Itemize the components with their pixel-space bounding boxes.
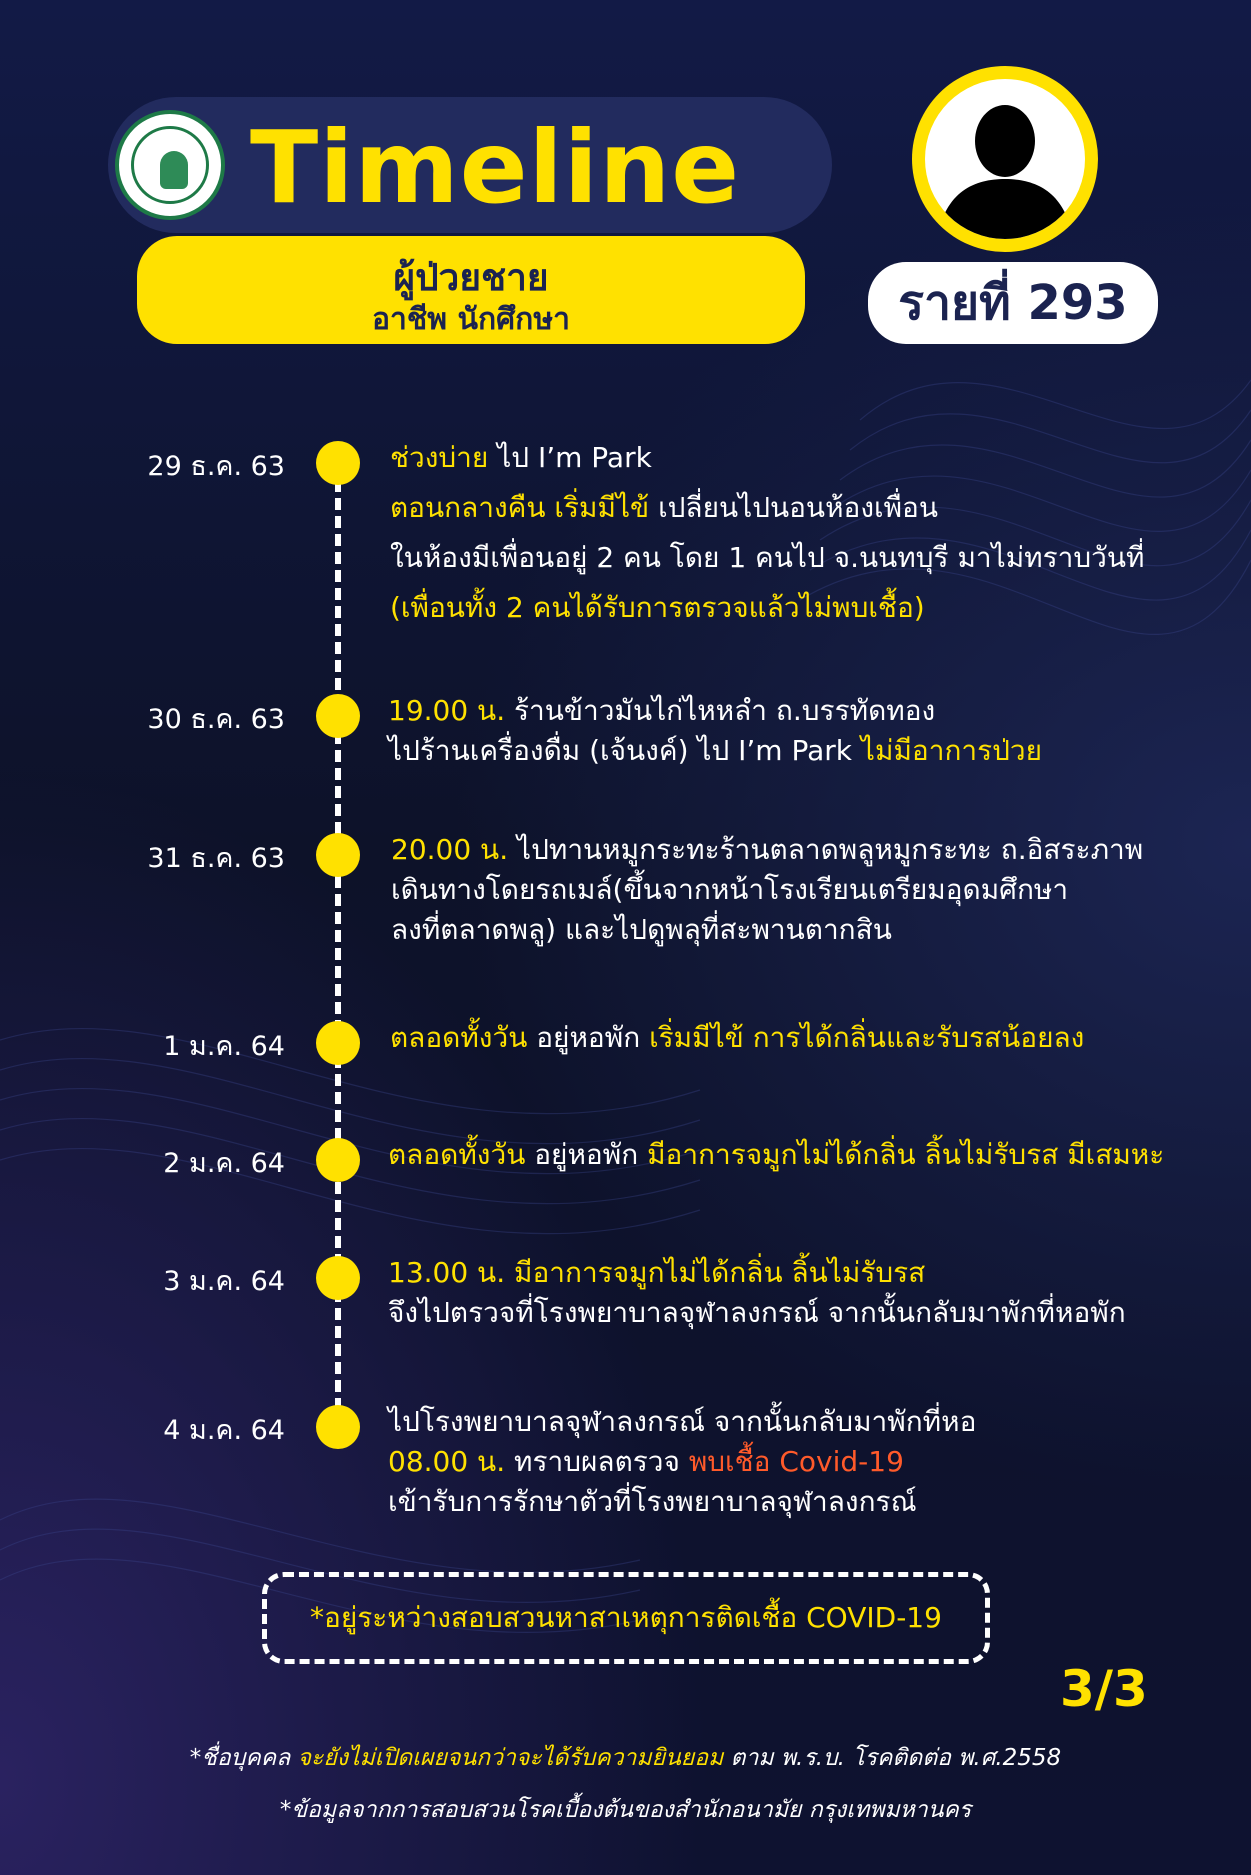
timeline-segment: ลงที่ตลาดพลู) และไปดูพลุที่สะพานตากสิน bbox=[391, 913, 892, 946]
source-footnote: *ข้อมูลจากการสอบสวนโรคเบื้องต้นของสำนักอนามัย กรุงเทพมหานคร bbox=[279, 1797, 972, 1823]
timeline-segment: เริ่มมีไข้ การได้กลิ่นและรับรสน้อยลง bbox=[649, 1021, 1085, 1054]
timeline-segment: (เพื่อนทั้ง 2 คนได้รับการตรวจแล้วไม่พบเชื้อ) bbox=[390, 591, 925, 624]
timeline-entry-text bbox=[390, 1018, 1084, 1058]
timeline-segment: พบเชื้อ Covid-19 bbox=[688, 1445, 904, 1478]
timeline-segment: เข้ารับการรักษาตัวที่โรงพยาบาลจุฬาลงกรณ์ bbox=[388, 1485, 917, 1518]
timeline-line bbox=[390, 538, 1144, 578]
timeline-date: 30 ธ.ค. 63 bbox=[147, 704, 285, 735]
timeline-entry-text bbox=[388, 1253, 1126, 1333]
privacy-highlight: จะยังไม่เปิดเผยจนกว่าจะได้รับความยินยอม bbox=[297, 1745, 724, 1771]
timeline-segment: ไป I’m Park bbox=[488, 441, 652, 474]
timeline-entry-text bbox=[390, 438, 1144, 638]
timeline-segment: ตลอดทั้งวัน bbox=[390, 1021, 528, 1054]
timeline-segment: ช่วงบ่าย bbox=[390, 441, 489, 474]
timeline-dot bbox=[316, 1021, 360, 1065]
timeline-date: 4 ม.ค. 64 bbox=[163, 1415, 285, 1446]
timeline-line bbox=[388, 1402, 976, 1442]
timeline-date: 3 ม.ค. 64 bbox=[163, 1266, 285, 1297]
page-title: Timeline bbox=[250, 109, 741, 226]
timeline-segment: ไปทานหมูกระทะร้านตลาดพลูหมูกระทะ ถ.อิสระภาพ bbox=[508, 833, 1144, 866]
timeline-dot bbox=[316, 694, 360, 738]
patient-gender: ผู้ป่วยชาย bbox=[393, 256, 549, 299]
timeline-entry-text bbox=[388, 1135, 1164, 1175]
timeline-segment: ตอนกลางคืน เริ่มมีไข้ bbox=[390, 491, 650, 524]
timeline-line bbox=[391, 870, 1143, 910]
timeline-line bbox=[391, 830, 1143, 870]
timeline-segment: เดินทางโดยรถเมล์(ขึ้นจากหน้าโรงเรียนเตรียมอุดมศึกษา bbox=[391, 873, 1069, 906]
timeline-segment: จึงไปตรวจที่โรงพยาบาลจุฬาลงกรณ์ จากนั้นกลับมาพักที่หอพัก bbox=[388, 1296, 1126, 1329]
timeline-date: 29 ธ.ค. 63 bbox=[147, 451, 285, 482]
investigation-note: *อยู่ระหว่างสอบสวนหาสาเหตุการติดเชื้อ COVID-19 bbox=[262, 1572, 990, 1664]
timeline-line bbox=[390, 488, 1144, 528]
timeline-segment: 19.00 น. bbox=[388, 694, 506, 727]
timeline-segment: ในห้องมีเพื่อนอยู่ 2 คน โดย 1 คนไป จ.นนทบุรี มาไม่ทราบวันที่ bbox=[390, 541, 1145, 574]
case-number-badge: รายที่ 293 bbox=[868, 262, 1158, 344]
privacy-suffix: ตาม พ.ร.บ. โรคติดต่อ พ.ศ.2558 bbox=[723, 1745, 1062, 1771]
timeline-line bbox=[390, 438, 1144, 478]
privacy-footnote bbox=[0, 1740, 1251, 1776]
timeline-segment: ไปโรงพยาบาลจุฬาลงกรณ์ จากนั้นกลับมาพักที่หอ bbox=[388, 1405, 977, 1438]
timeline-segment: มีอาการจมูกไม่ได้กลิ่น ลิ้นไม่รับรส มีเสมหะ bbox=[647, 1138, 1165, 1171]
patient-occupation: อาชีพ นักศึกษา bbox=[372, 302, 570, 337]
timeline-dot bbox=[316, 833, 360, 877]
timeline-dot bbox=[316, 1405, 360, 1449]
bangkok-city-seal-icon bbox=[115, 110, 225, 220]
timeline-dot bbox=[316, 1138, 360, 1182]
timeline-segment: 08.00 น. bbox=[388, 1445, 506, 1478]
timeline-segment: 13.00 น. มีอาการจมูกไม่ได้กลิ่น ลิ้นไม่รับรส bbox=[388, 1256, 926, 1289]
timeline-entry-text bbox=[388, 691, 1042, 771]
person-silhouette-icon bbox=[912, 66, 1098, 252]
page-indicator: 3/3 bbox=[1060, 1660, 1148, 1718]
timeline-segment: ไม่มีอาการป่วย bbox=[860, 734, 1043, 767]
timeline-line bbox=[388, 691, 1042, 731]
timeline-segment: อยู่หอพัก bbox=[525, 1138, 648, 1171]
timeline-segment: 20.00 น. bbox=[391, 833, 509, 866]
timeline-segment: ทราบผลตรวจ bbox=[505, 1445, 689, 1478]
privacy-prefix: *ชื่อบุคคล bbox=[189, 1745, 298, 1771]
timeline-segment: ไปร้านเครื่องดื่ม (เจ้นงค์) ไป I’m Park bbox=[388, 734, 861, 767]
timeline-segment: เปลี่ยนไปนอนห้องเพื่อน bbox=[649, 491, 939, 524]
timeline-line bbox=[390, 588, 1144, 628]
timeline-line bbox=[391, 910, 1143, 950]
timeline-line bbox=[390, 1018, 1084, 1058]
timeline-entry-text bbox=[388, 1402, 976, 1522]
timeline-date: 1 ม.ค. 64 bbox=[163, 1031, 285, 1062]
timeline-line bbox=[388, 1293, 1126, 1333]
timeline-line bbox=[388, 1482, 976, 1522]
timeline-segment: อยู่หอพัก bbox=[527, 1021, 650, 1054]
patient-info-banner bbox=[137, 236, 805, 344]
timeline-line bbox=[388, 1442, 976, 1482]
timeline-line bbox=[388, 1253, 1126, 1293]
timeline-line bbox=[388, 1135, 1164, 1175]
timeline-dot bbox=[316, 441, 360, 485]
timeline-dot bbox=[316, 1256, 360, 1300]
timeline-date: 2 ม.ค. 64 bbox=[163, 1148, 285, 1179]
timeline-segment: ตลอดทั้งวัน bbox=[388, 1138, 526, 1171]
timeline-line bbox=[388, 731, 1042, 771]
timeline-date: 31 ธ.ค. 63 bbox=[147, 843, 285, 874]
timeline-segment: ร้านข้าวมันไก่ไหหลำ ถ.บรรทัดทอง bbox=[505, 694, 936, 727]
timeline-entry-text bbox=[391, 830, 1143, 950]
